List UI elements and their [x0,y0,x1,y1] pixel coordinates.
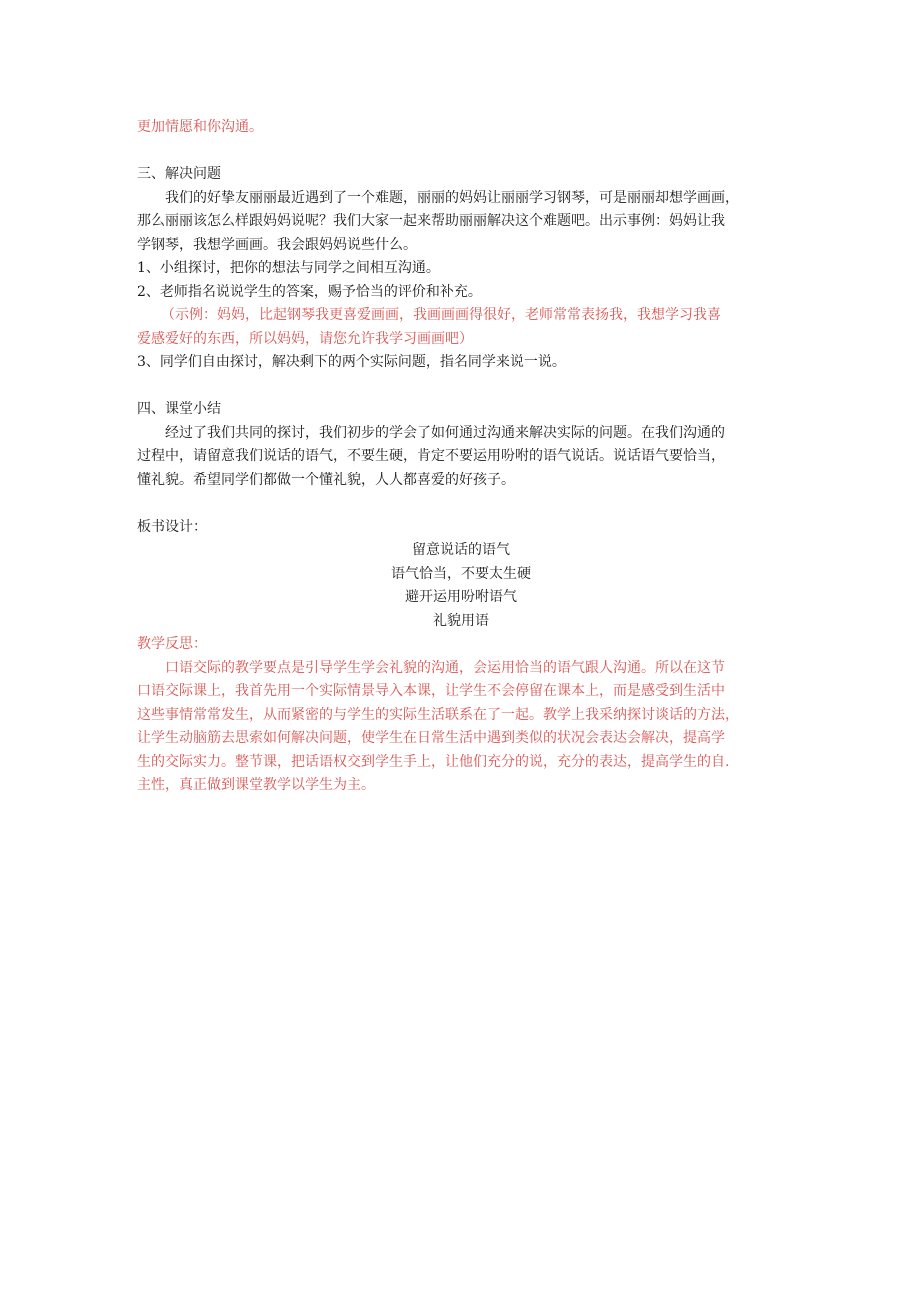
section-3-paragraph-line: 那么丽丽该怎么样跟妈妈说呢？我们大家一起来帮助丽丽解决这个难题吧。出示事例：妈妈让我 [137,213,725,229]
intro-tail-text: 更加情愿和你沟通。 [137,119,263,135]
section-4-heading: 四、课堂小结 [137,401,221,417]
section-4-paragraph-line: 懂礼貌。希望同学们都做一个懂礼貌，人人都喜爱的好孩子。 [137,471,515,488]
spacer [137,492,785,516]
board-design-label: 板书设计： [137,518,207,535]
document-body [137,116,785,798]
reflection-paragraph-line: 让学生动脑筋去思索如何解决问题，使学生在日常生活中遇到类似的状况会表达会解决，提高学 [137,730,725,746]
section-3-heading: 三、解决问题 [137,166,221,182]
board-item: 礼貌用语 [433,612,489,629]
section-4-paragraph-line: 经过了我们共同的探讨，我们初步的学会了如何通过沟通来解决实际的问题。在我们沟通的 [165,424,725,441]
section-4-paragraph-line: 过程中，请留意我们说话的语气，不要生硬，肯定不要运用吩咐的语气说话。说话语气要恰当， [137,448,725,464]
section-3-paragraph-line: 学钢琴，我想学画画。我会跟妈妈说些什么。 [137,236,417,253]
section-3-step-2: 2、老师指名说说学生的答案，赐予恰当的评价和补充。 [137,283,482,300]
section-3-step-1: 1、小组探讨，把你的想法与同学之间相互沟通。 [137,260,440,276]
section-3-paragraph-line: 我们的好挚友丽丽最近遇到了一个难题，丽丽的妈妈让丽丽学习钢琴，可是丽丽却想学画画， [165,189,739,206]
board-item: 留意说话的语气 [412,542,510,558]
example-text-line: 爱感爱好的东西，所以妈妈，请您允许我学习画画吧） [137,330,473,347]
reflection-heading: 教学反思： [137,636,207,652]
reflection-paragraph-line: 口语交际的教学要点是引导学生学会礼貌的沟通，会运用恰当的语气跟人沟通。所以在这节 [165,659,725,676]
board-item: 语气恰当，不要太生硬 [391,565,531,582]
spacer [137,375,785,399]
reflection-paragraph-line: 这些事情常常发生，从而紧密的与学生的实际生活联系在了一起。教学上我采纳探讨谈话的方法， [137,706,739,723]
board-item: 避开运用吩咐语气 [405,589,517,605]
reflection-paragraph-line: 口语交际课上，我首先用一个实际情景导入本课，让学生不会停留在课本上，而是感受到生活中 [137,683,725,699]
spacer [137,140,785,164]
reflection-paragraph-line: 主性，真正做到课堂教学以学生为主。 [137,777,375,793]
reflection-paragraph-line: 生的交际实力。整节课，把话语权交到学生手上，让他们充分的说，充分的表达，提高学生的自. [137,753,730,770]
section-3-step-3: 3、同学们自由探讨，解决剩下的两个实际问题，指名同学来说一说。 [137,354,566,370]
example-text-line: （示例：妈妈，比起钢琴我更喜爱画画，我画画画得很好，老师常常表扬我，我想学习我喜 [161,307,721,323]
